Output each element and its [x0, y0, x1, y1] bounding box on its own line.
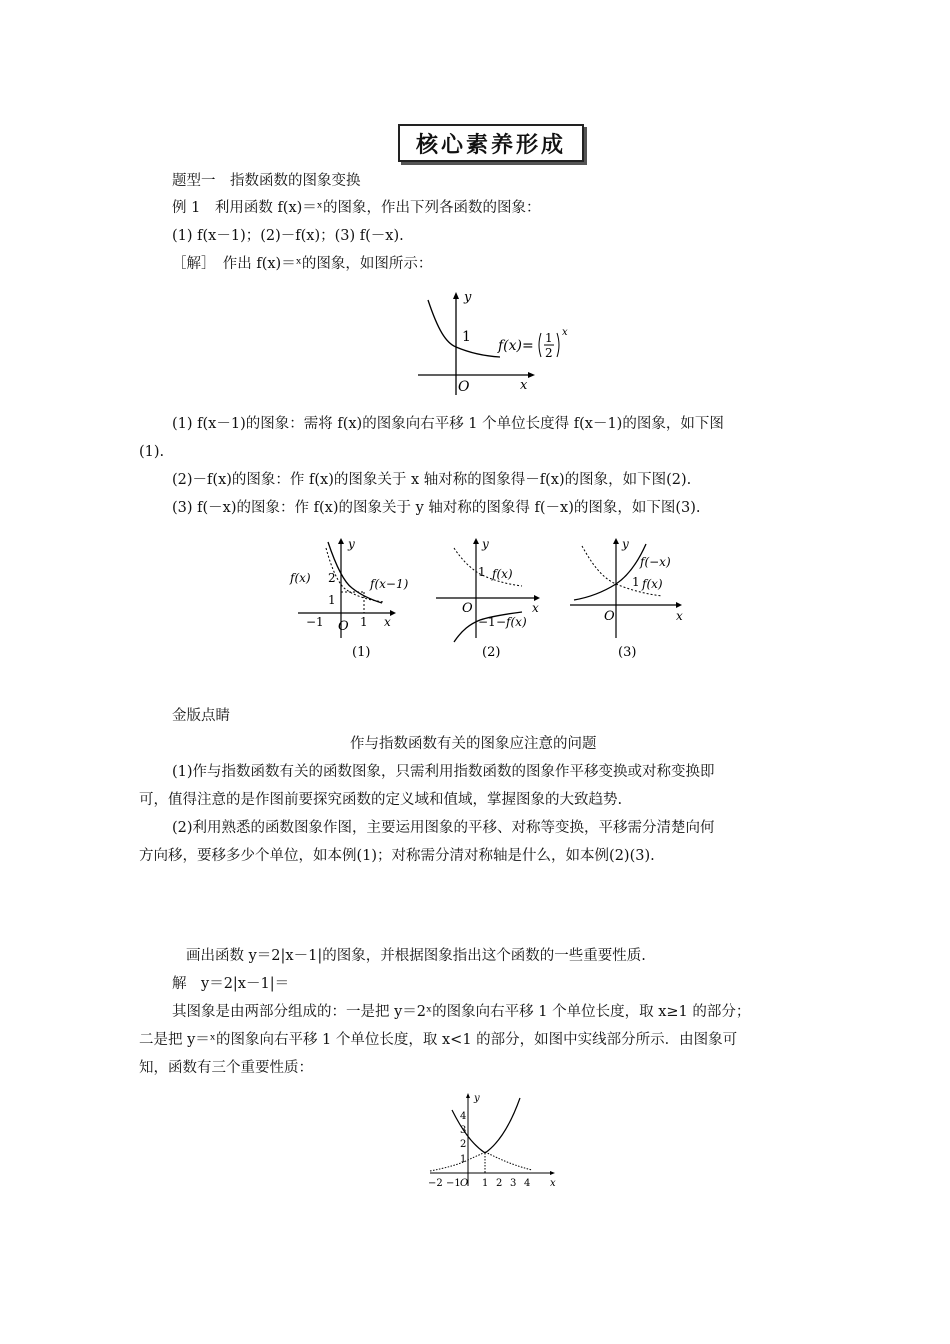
- main-frac-num: 1: [545, 331, 553, 345]
- fig3-fx: f(x): [642, 577, 663, 591]
- fig2-m1: −1: [478, 615, 496, 629]
- last-xtick-1: 1: [482, 1178, 489, 1189]
- fig1-o: O: [338, 619, 349, 634]
- main-one: 1: [462, 329, 471, 345]
- tips-p2-b: 方向移，要移多少个单位，如本例(1)；对称需分清对称轴是什么，如本例(2)(3).: [139, 848, 655, 864]
- fig2-y: y: [482, 537, 489, 551]
- example-line: 例 1 利用函数 f(x)＝ˣ的图象，作出下列各函数的图象：: [172, 200, 541, 216]
- last-ytick-3: 3: [460, 1125, 467, 1136]
- figure-1: [289, 537, 409, 660]
- tips-title: 作与指数函数有关的图象应注意的问题: [350, 736, 597, 752]
- fig2-fx: f(x): [492, 567, 513, 581]
- para1-b: (1).: [139, 444, 165, 460]
- last-xtick-4: 4: [524, 1178, 531, 1189]
- fig1-one: 1: [328, 593, 336, 607]
- fig1-x: x: [384, 615, 391, 629]
- fig3-x: x: [676, 609, 683, 623]
- topic-heading: 题型一 指数函数的图象变换: [172, 173, 361, 189]
- main-curve-label: f(x)=: [498, 338, 534, 354]
- fig3-o: O: [604, 609, 615, 624]
- last-xtick-m1: −1: [446, 1178, 461, 1189]
- last-xtick-o: O: [460, 1178, 469, 1189]
- main-frac-den: 2: [545, 346, 553, 360]
- fig1-y: y: [348, 537, 355, 551]
- fig3-fmx: f(−x): [640, 555, 671, 569]
- fig2-one: 1: [478, 565, 486, 579]
- main-x-label: x: [520, 378, 528, 393]
- fig1-m1: −1: [306, 615, 324, 629]
- exercise-p1-b: 二是把 y＝ˣ的图象向右平移 1 个单位长度，取 x<1 的部分，如图中实线部分所示．由图象可: [139, 1032, 738, 1048]
- solution-line: ［解］ 作出 f(x)＝ˣ的图象，如图所示：: [172, 256, 433, 272]
- fig3-y: y: [622, 537, 629, 551]
- section-title-box: [398, 124, 584, 162]
- main-exp: x: [562, 327, 568, 338]
- last-xtick-2: 2: [496, 1178, 503, 1189]
- para2: (2)－f(x)的图象：作 f(x)的图象关于 x 轴对称的图象得－f(x)的图象，如下图(2).: [172, 472, 692, 488]
- section-title: 核心素养形成: [415, 131, 566, 158]
- last-ytick-1: 1: [460, 1154, 467, 1165]
- fig1-caption: (1): [352, 645, 371, 660]
- main-origin: O: [458, 379, 470, 395]
- fig1-fx1: f(x−1): [370, 577, 409, 591]
- fig3-one: 1: [632, 575, 640, 589]
- last-xtick-3: 3: [510, 1178, 517, 1189]
- last-ytick-2: 2: [460, 1139, 467, 1150]
- figure-3: [570, 537, 683, 660]
- fig2-o: O: [462, 601, 473, 616]
- tips-p2-a: (2)利用熟悉的函数图象作图，主要运用图象的平移、对称等变换，平移需分清楚向何: [172, 820, 715, 836]
- figure-row: [286, 530, 698, 676]
- fig2-x: x: [532, 601, 539, 615]
- exercise-p1-a: 其图象是由两部分组成的：一是把 y＝2ˣ的图象向右平移 1 个单位长度，取 x≥1 的部分；: [172, 1004, 751, 1020]
- tips-label: 金版点睛: [172, 708, 230, 724]
- exercise-solution: 解 y＝2|x－1|＝: [172, 976, 290, 992]
- tips-p1-b: 可，值得注意的是作图前要探究函数的定义域和值域，掌握图象的大致趋势.: [139, 792, 623, 808]
- fig1-p1: 1: [360, 615, 368, 629]
- fig2-mfx: −f(x): [496, 615, 527, 629]
- para3: (3) f(－x)的图象：作 f(x)的图象关于 y 轴对称的图象得 f(－x)的图象，如下图(3).: [172, 500, 701, 516]
- fig1-fx: f(x): [290, 571, 311, 585]
- last-xtick-m2: −2: [428, 1178, 443, 1189]
- figure-2: [436, 537, 540, 660]
- last-x: x: [550, 1178, 556, 1189]
- fig2-caption: (2): [482, 645, 501, 660]
- last-y: y: [474, 1093, 480, 1104]
- last-figure: [422, 1090, 562, 1206]
- exercise-p1-c: 知，函数有三个重要性质：: [139, 1060, 313, 1076]
- fig3-caption: (3): [618, 645, 637, 660]
- main-y-label: y: [464, 290, 472, 305]
- para1-a: (1) f(x－1)的图象：需将 f(x)的图象向右平移 1 个单位长度得 f(x－1)的图象，如下图: [172, 416, 724, 432]
- fig1-two: 2: [328, 571, 336, 585]
- tips-p1-a: (1)作与指数函数有关的函数图象，只需利用指数函数的图象作平移变换或对称变换即: [172, 764, 715, 780]
- main-figure: [408, 285, 578, 407]
- exercise-question: 画出函数 y＝2|x－1|的图象，并根据图象指出这个函数的一些重要性质.: [186, 948, 646, 964]
- last-ytick-4: 4: [460, 1111, 467, 1122]
- items-line: (1) f(x－1)；(2)－f(x)；(3) f(－x).: [172, 228, 404, 244]
